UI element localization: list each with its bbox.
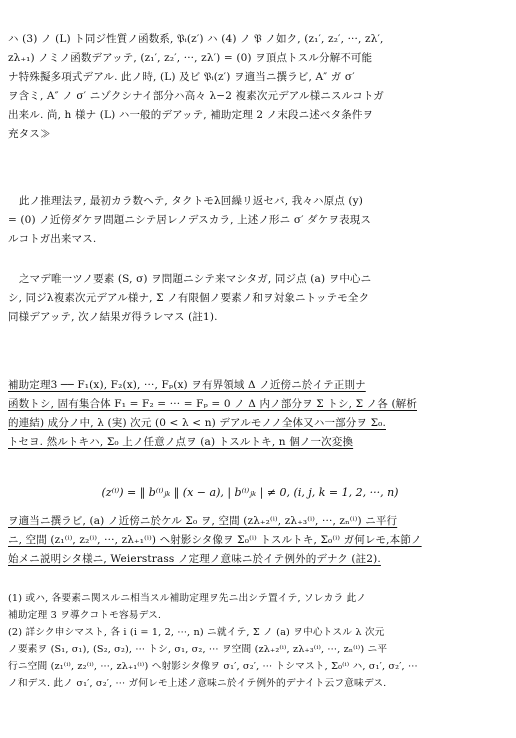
- lemma-line: 始メニ説明シタ様ニ, Weierstrass ノ定理ノ意味ニ於イテ例外的デナク (註2).: [8, 553, 381, 565]
- text-line: ヲ含ミ, A″ ノ σ′ ニゾクシナイ部分ハ高々 λ−2 複素次元デアル様ニスルコトガ: [8, 90, 384, 102]
- paragraph-3: [8, 270, 508, 327]
- lemma-line: ヲ適当ニ撰ラビ, (a) ノ近傍ニ於ケル Σ₀ ヲ, 空間 (zλ₊₂⁽ⁱ⁾, zλ₊₃⁽ⁱ⁾, ···, zₙ⁽ⁱ⁾) ニ平行: [8, 515, 398, 527]
- text-line: 充タス≫: [8, 128, 51, 140]
- lemma-3-continued: [8, 512, 508, 569]
- lemma-line: 函数トシ, 固有集合体 F₁ = F₂ = ··· = Fₚ = 0 ノ Δ 内ノ部分ヲ Σ トシ, Σ ノ各 (解析: [8, 398, 417, 410]
- lemma-equation: (z⁽ⁱ⁾) = ‖ b⁽ⁱ⁾ⱼₖ ‖ (x − a), | b⁽ⁱ⁾ⱼₖ | ≠ 0, (i, j, k = 1, 2, ···, n): [101, 486, 399, 499]
- text-line: 出来ル. 尚, h 様ナ (L) ハ一般的デアッテ, 補助定理 2 ノ末段ニ述ベタ条件ヲ: [8, 109, 374, 121]
- lemma-line: 補助定理3 ── F₁(x), F₂(x), ···, Fₚ(x) ヲ有界領域 Δ ノ近傍ニ於イテ正則ナ: [8, 379, 366, 391]
- footnotes: [8, 590, 508, 692]
- footnote-line: 補助定理 3 ヲ導クコトモ容易デス.: [8, 610, 162, 621]
- footnote-line: (2) 詳シク申シマスト, 各 i (i = 1, 2, ···, n) ニ就イテ, Σ ノ (a) ヲ中心トスル λ 次元: [8, 627, 385, 638]
- footnote-line: ノ要素ヲ (S₁, σ₁), (S₂, σ₂), ··· トシ, σ₁, σ₂, ··· ヲ空間 (zλ₊₂⁽ⁱ⁾, zλ₊₃⁽ⁱ⁾, ···, zₙ⁽ⁱ⁾) ニ平: [8, 644, 388, 655]
- text-line: シ, 同ジλ複素次元デアル様ナ, Σ ノ有限個ノ要素ノ和ヲ対象ニトッテモ全ク: [8, 292, 370, 304]
- paragraph-1: [8, 30, 508, 144]
- lemma-line: 的連結) 成分ノ中, λ (実) 次元 (0 < λ < n) デアルモノノ全体又ハ一部分ヲ Σ₀.: [8, 417, 386, 429]
- lemma-3: [8, 376, 508, 452]
- lemma-line: トセヨ. 然ルトキハ, Σ₀ 上ノ任意ノ点ヲ (a) トスルトキ, n 個ノ一次変換: [8, 436, 354, 448]
- lemma-line: ニ, 空間 (z₁⁽ⁱ⁾, z₂⁽ⁱ⁾, ···, zλ₊₁⁽ⁱ⁾) ヘ射影シタ像ヲ Σ₀⁽ⁱ⁾ トスルトキ, Σ₀⁽ⁱ⁾ ガ何レモ,本節ノ: [8, 534, 422, 546]
- paragraph-2: [8, 192, 508, 249]
- text-line: ハ (3) ノ (L) ト同ジ性質ノ函数系, 𝔓ᵢ(z′) ハ (4) ノ 𝔓 ノ如ク, (z₁′, z₂′, ···, zλ′,: [8, 33, 384, 45]
- text-line: 此ノ推理法ヲ, 最初カラ数ヘテ, タクトモλ回繰リ返セバ, 我々ハ原点 (y): [19, 195, 363, 207]
- footnote-line: ノ和デス. 此ノ σ₁′, σ₂′, ··· ガ何レモ上述ノ意味ニ於イテ例外的デナイト云フ意味デス.: [8, 678, 387, 689]
- footnote-line: (1) 或ハ, 各要素ニ関スルニ相当スル補助定理ヲ先ニ出シテ置イテ, ソレカラ 此ノ: [8, 593, 367, 604]
- text-line: 同様デアッテ, 次ノ結果ガ得ラレマス (註1).: [8, 311, 218, 323]
- text-line: 之マデ唯一ツノ要素 (S, σ) ヲ問題ニシテ来マシタガ, 同ジ点 (a) ヲ中心ニ: [19, 273, 372, 285]
- text-line: zλ₊₁) ノミノ函数デアッテ, (z₁′, z₂′, ···, zλ′) = (0) ヲ頂点トスル分解不可能: [8, 52, 373, 64]
- footnote-line: 行ニ空間 (z₁⁽ⁱ⁾, z₂⁽ⁱ⁾, ···, zλ₊₁⁽ⁱ⁾) ヘ射影シタ像ヲ σ₁′, σ₂′, ··· トシマスト, Σ₀⁽ⁱ⁾ ハ, σ₁′, σ₂′, ···: [8, 661, 418, 672]
- text-line: ルコトガ出来マス.: [8, 233, 97, 245]
- text-line: ナ特殊擬多項式デアル. 此ノ時, (L) 及ビ 𝔓ᵢ(z′) ヲ適当ニ撰ラビ, A″ ガ σ′: [8, 71, 355, 83]
- text-line: = (0) ノ近傍ダケヲ問題ニシテ居レノデスカラ, 上述ノ形ニ σ′ ダケヲ表現ス: [8, 214, 372, 226]
